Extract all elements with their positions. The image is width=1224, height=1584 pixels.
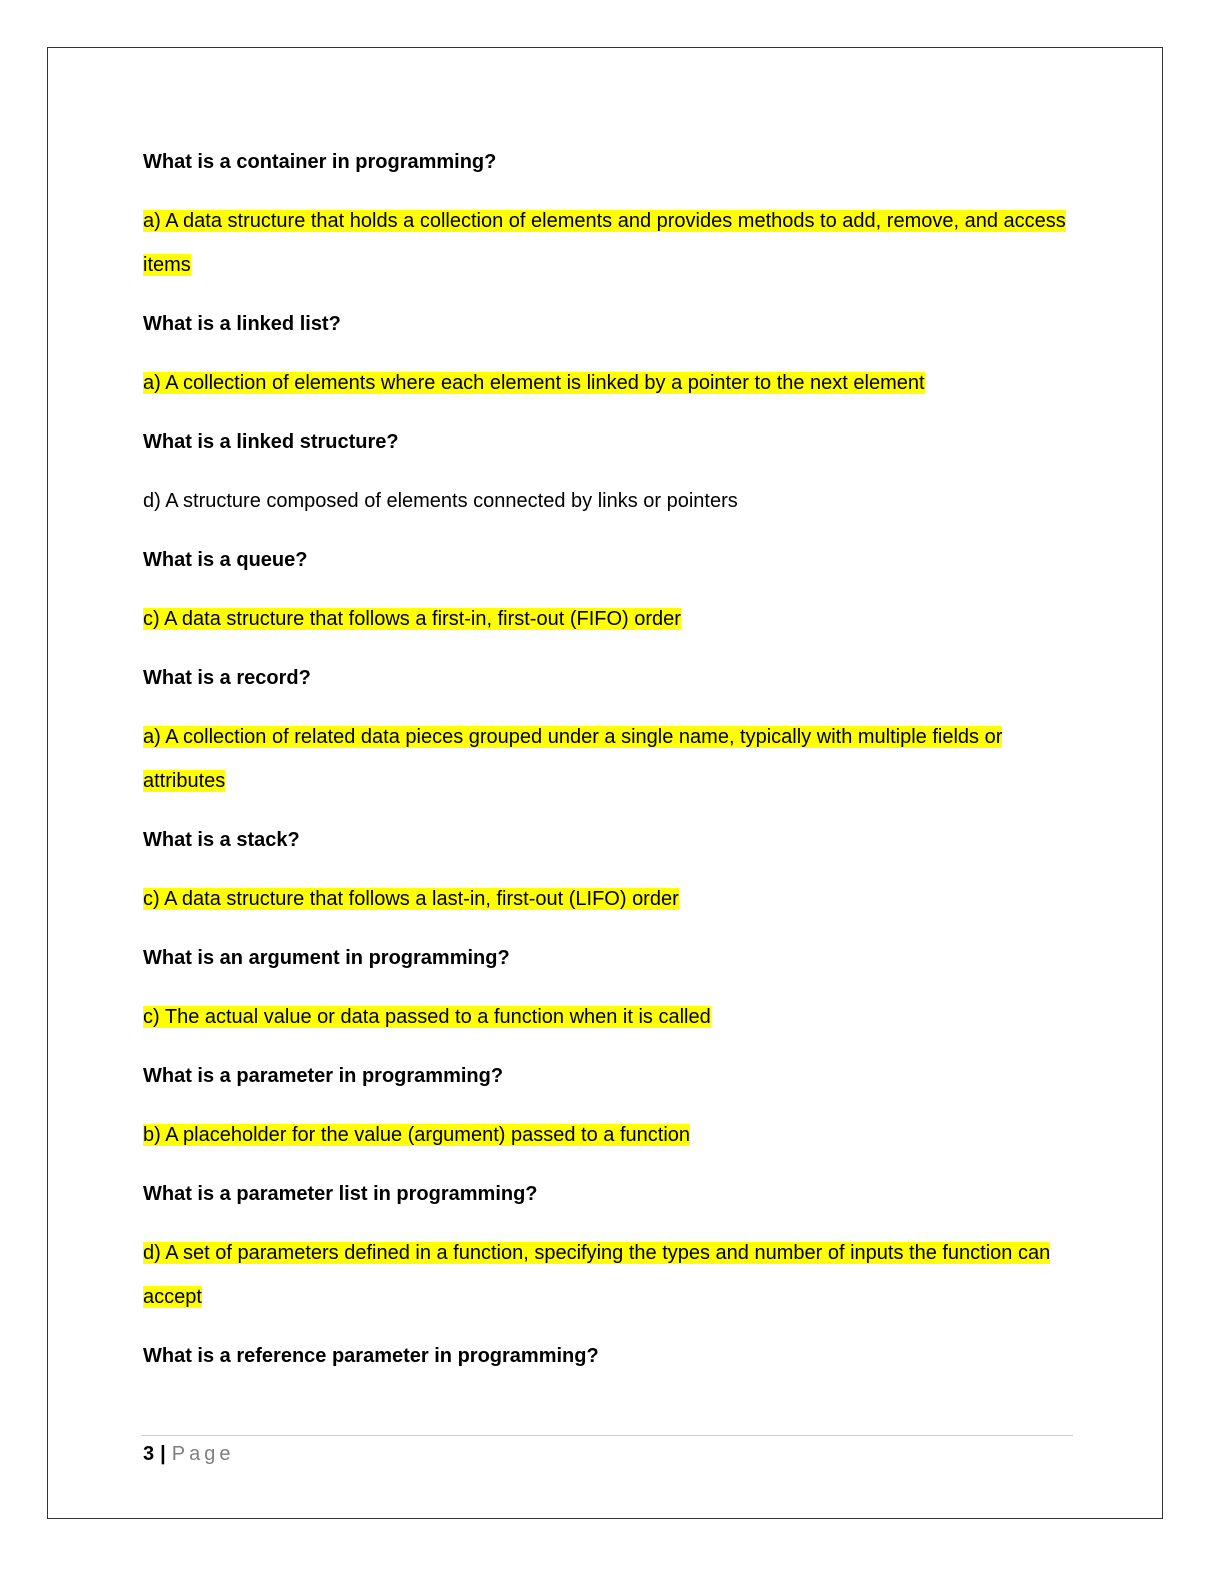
answer-1: a) A data structure that holds a collection of elements and provides methods to add, remove, and access items xyxy=(143,210,1066,276)
question-4: What is a queue? xyxy=(143,549,308,571)
page-footer xyxy=(143,1440,234,1468)
question-9: What is a parameter list in programming? xyxy=(143,1183,538,1205)
question-10: What is a reference parameter in programming? xyxy=(143,1345,599,1367)
answer-6: c) A data structure that follows a last-in, first-out (LIFO) order xyxy=(143,888,679,910)
answer-3: d) A structure composed of elements connected by links or pointers xyxy=(143,490,738,512)
page-label: Page xyxy=(171,1443,235,1465)
footer-rule xyxy=(141,1435,1073,1436)
answer-5: a) A collection of related data pieces grouped under a single name, typically with multiple fields or attributes xyxy=(143,726,1003,792)
question-6: What is a stack? xyxy=(143,829,300,851)
answer-9: d) A set of parameters defined in a function, specifying the types and number of inputs the function can accept xyxy=(143,1242,1051,1308)
page-number: 3 xyxy=(143,1443,155,1465)
question-8: What is a parameter in programming? xyxy=(143,1065,504,1087)
answer-4: c) A data structure that follows a first-in, first-out (FIFO) order xyxy=(143,608,681,630)
footer-separator: | xyxy=(160,1443,166,1465)
question-1: What is a container in programming? xyxy=(143,151,497,173)
question-2: What is a linked list? xyxy=(143,313,341,335)
question-5: What is a record? xyxy=(143,667,311,689)
answer-8: b) A placeholder for the value (argument) passed to a function xyxy=(143,1124,691,1146)
answer-7: c) The actual value or data passed to a function when it is called xyxy=(143,1006,711,1028)
question-7: What is an argument in programming? xyxy=(143,947,510,969)
answer-2: a) A collection of elements where each element is linked by a pointer to the next element xyxy=(143,372,925,394)
question-3: What is a linked structure? xyxy=(143,431,399,453)
document-body xyxy=(143,140,1078,1393)
